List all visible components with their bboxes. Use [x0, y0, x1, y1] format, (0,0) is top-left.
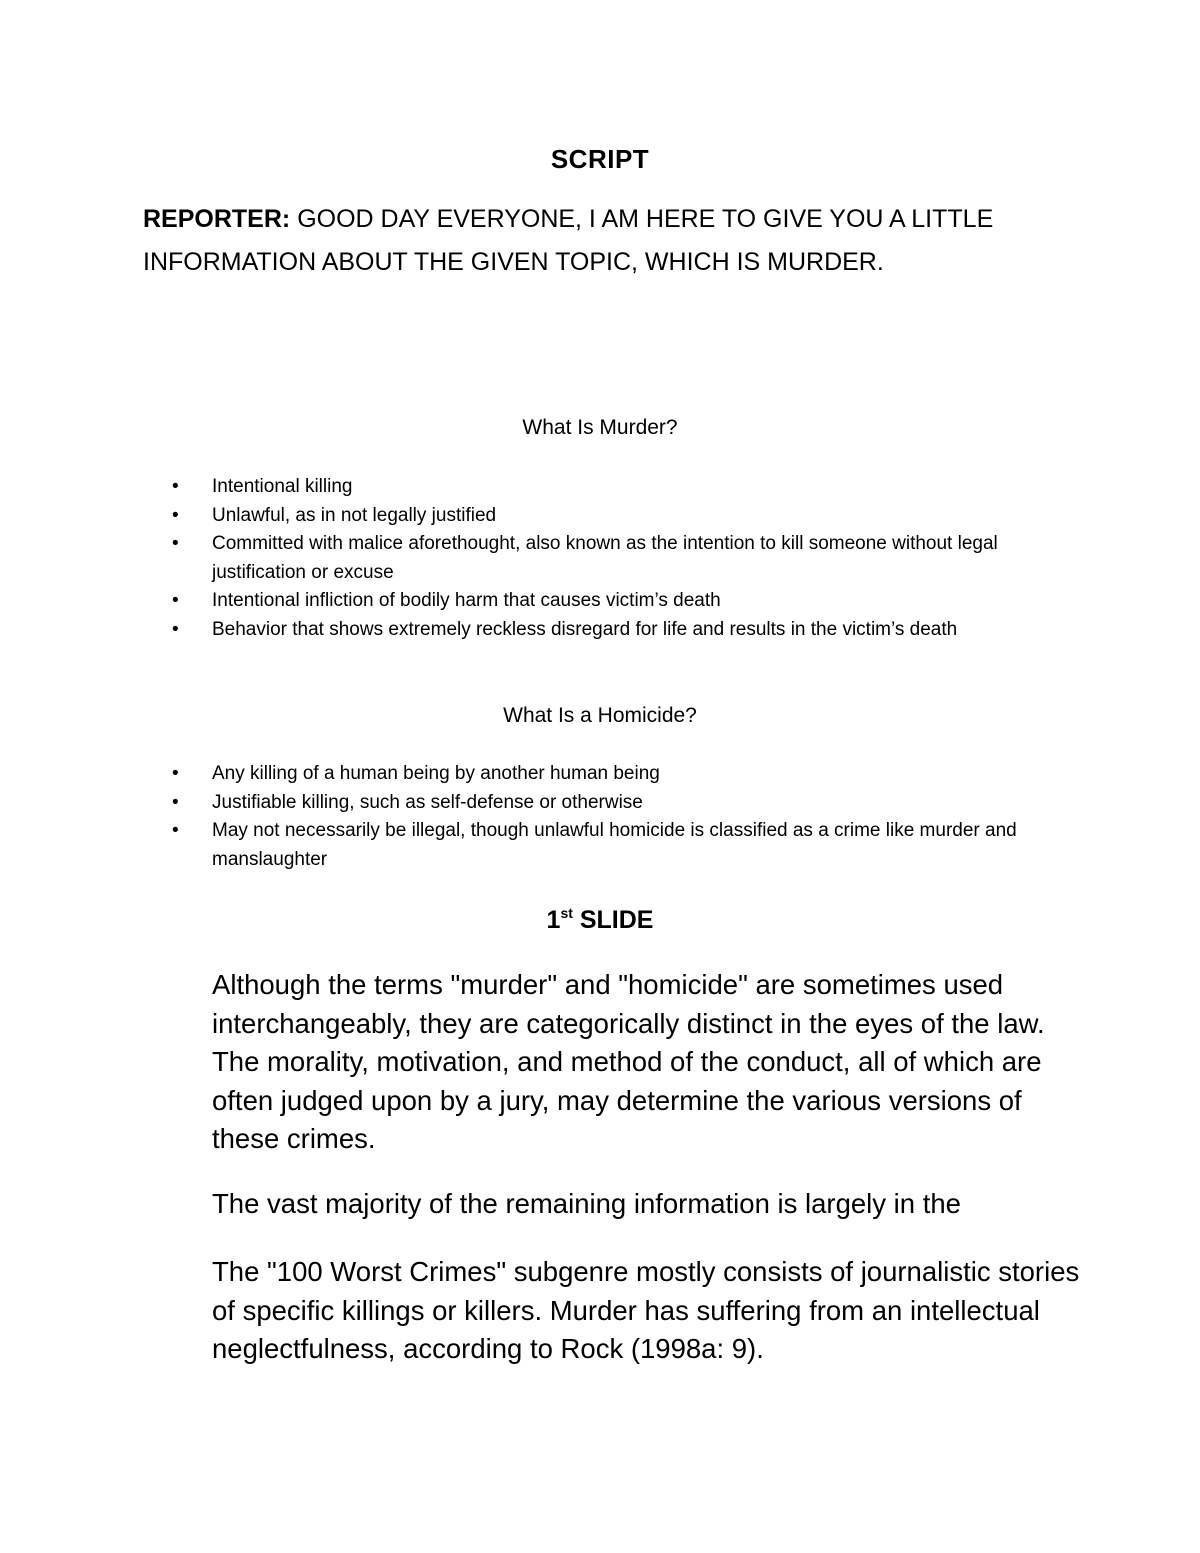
list-item-text: Any killing of a human being by another human being: [212, 763, 660, 784]
slide-label: SLIDE: [579, 906, 654, 934]
bullet-icon: •: [172, 820, 179, 842]
murder-list: [172, 473, 1032, 645]
list-item: [172, 502, 1032, 531]
list-item-text: Unlawful, as in not legally justified: [212, 504, 497, 526]
list-item-text: Behavior that shows extremely reckless disregard for life and results in the victim’s death: [212, 618, 958, 640]
paragraph: The "100 Worst Crimes" subgenre mostly consists of journalistic stories of specific killings or killers. Murder has suffering from an intellectual neglectfulness, according to Rock (1998a: 9).: [212, 1256, 1080, 1364]
list-item: [172, 760, 1032, 789]
homicide-list: [172, 760, 1032, 874]
paragraph: Although the terms "murder" and "homicide" are sometimes used interchangeably, they are categorically distinct in the eyes of the law. The morality, motivation, and method of the conduct, all of which are often judged upon by a jury, may determine the various versions of these crimes.: [212, 969, 1045, 1154]
list-item-text: Justifiable killing, such as self-defense or otherwise: [212, 791, 643, 813]
paragraph: The vast majority of the remaining information is largely in the: [212, 1188, 961, 1219]
list-item: [172, 530, 1032, 587]
list-item-text: Intentional killing: [212, 476, 353, 497]
document-title: SCRIPT: [550, 144, 650, 174]
slide-number: 1: [546, 906, 561, 934]
bullet-icon: •: [172, 763, 179, 784]
bullet-icon: •: [172, 504, 179, 526]
bullet-icon: •: [172, 590, 179, 612]
reporter-intro: [143, 198, 1043, 284]
intro-line-1: [143, 198, 1043, 241]
list-item-text: May not necessarily be illegal, though unlawful homicide is classified as a crime like murder and manslaughter: [212, 820, 1017, 870]
bullet-icon: •: [172, 791, 179, 813]
intro-line-2: INFORMATION ABOUT THE GIVEN TOPIC, WHICH IS MURDER.: [143, 248, 884, 276]
murder-heading: What Is Murder?: [522, 416, 678, 439]
slide-number-suffix: st: [560, 905, 573, 921]
bullet-icon: •: [172, 476, 179, 497]
list-item: [172, 817, 1032, 874]
bullet-icon: •: [172, 533, 179, 555]
list-item: [172, 473, 1032, 502]
homicide-heading: What Is a Homicide?: [503, 704, 697, 727]
reporter-label: REPORTER:: [143, 205, 291, 233]
list-item: [172, 789, 1032, 818]
bullet-icon: •: [172, 618, 179, 640]
list-item-text: Committed with malice aforethought, also known as the intention to kill someone without legal justification or excuse: [212, 533, 998, 583]
slide-heading: [0, 905, 1200, 935]
list-item-text: Intentional infliction of bodily harm that causes victim’s death: [212, 590, 721, 612]
intro-text-1: GOOD DAY EVERYONE, I AM HERE TO GIVE YOU A LITTLE: [297, 205, 994, 233]
list-item: [172, 587, 1032, 616]
list-item: [172, 616, 1032, 645]
